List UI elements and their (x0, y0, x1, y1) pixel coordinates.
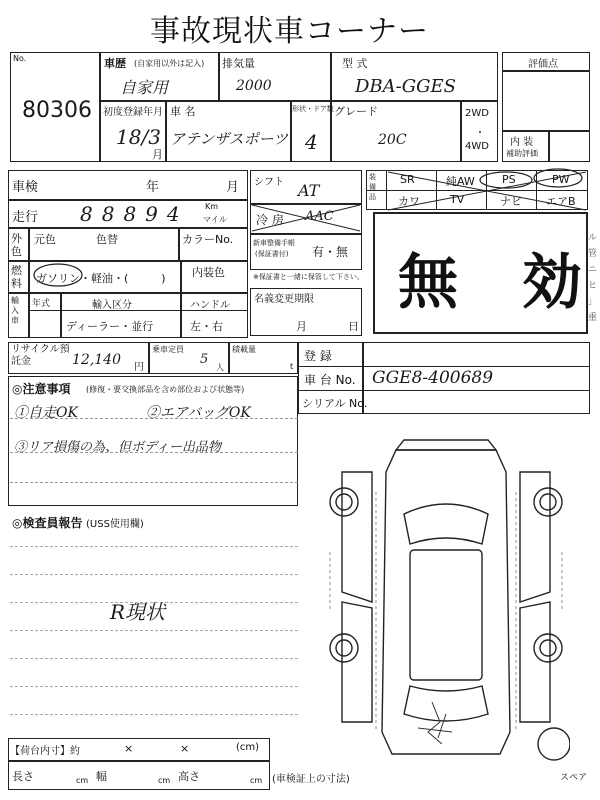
dims-label: 【荷台内寸】約 (10, 746, 80, 757)
recycle-label: リサイクル預託金 (11, 344, 70, 367)
model-value: DBA-GGES (355, 76, 456, 97)
capacity-person: 人 (216, 363, 224, 372)
interior-color: 内装色 (192, 266, 225, 279)
ac-label: 冷 房 (256, 213, 284, 227)
chassis-value: GGE8-400689 (372, 368, 494, 388)
inspector-remark: R現状 (110, 600, 166, 624)
height-cm: cm (250, 776, 263, 785)
inspector-subtitle: (USS使用欄) (86, 519, 144, 530)
grade-label: グレード (334, 105, 378, 118)
import-type-value: ディーラー・並行 (66, 320, 154, 333)
fuel-circle (30, 258, 90, 292)
model-label: 型 式 (342, 57, 368, 70)
shift-value: AT (298, 181, 320, 200)
equip-navi: ナビ (500, 195, 522, 208)
handle-value: 左・右 (190, 320, 223, 333)
reg-label: 登 録 (304, 349, 332, 363)
displacement-value: 2000 (236, 78, 272, 94)
car-name-value: アテンザスポーツ (170, 130, 289, 148)
interior-label: 内 装 (510, 137, 534, 148)
note-line-1a: ①自走OK (14, 405, 78, 421)
body-label: 形状・ドア数 (292, 105, 334, 113)
capacity-value: 5 (200, 352, 209, 367)
note-line-2: ③リア損傷の為、但ボディー出品物 (14, 440, 221, 455)
history-value: 自家用 (120, 78, 169, 97)
orig-color: 元色 (34, 233, 56, 246)
lot-number: 80306 (22, 98, 92, 123)
shaken-year: 年 (146, 180, 160, 195)
ac-strike (250, 203, 362, 233)
name-change-month: 月 (296, 320, 307, 333)
first-reg-label: 初度登録年月 (103, 107, 163, 118)
shaken-month: 月 (226, 180, 240, 195)
first-reg-month: 月 (152, 148, 163, 161)
warranty-sub: (保証書付) (255, 250, 289, 258)
spare-label: スペア (560, 773, 588, 783)
drive-2wd: 2WD (465, 108, 489, 119)
shaken-note: (車検証上の寸法) (272, 774, 350, 785)
exterior-label: 外色 (11, 232, 22, 258)
lot-no-label: No. (13, 54, 27, 63)
width-cm: cm (158, 776, 171, 785)
import-label: 輸入車 (11, 296, 19, 325)
score-label: 評価点 (528, 59, 558, 70)
name-change-day: 日 (348, 320, 359, 333)
length-label: 長さ (12, 770, 34, 783)
notes-subtitle: (修復・要交換部品を含め部位および状態等) (86, 385, 245, 394)
car-diagram (322, 432, 570, 772)
recycle-value: 12,140 (72, 352, 121, 368)
handle-label: ハンドル (190, 300, 230, 311)
drive-dot: ・ (475, 128, 485, 139)
km-label: Km (205, 202, 219, 211)
capacity-label: 乗車定員 (152, 345, 184, 354)
chassis-label: 車 台 No. (304, 373, 356, 387)
shaken-label: 車検 (12, 180, 39, 195)
body-value: 4 (305, 130, 318, 154)
fuel-value: ガソリン・軽油・( ) (36, 272, 166, 285)
dims-x1: × (124, 742, 134, 755)
inspector-title: ◎検査員報告 (12, 516, 83, 530)
equip-airbag: エアB (546, 195, 576, 208)
shift-label: シフト (254, 177, 284, 188)
name-change-label: 名義変更期限 (254, 294, 314, 305)
mileage-value: 88894 (80, 202, 189, 226)
color-no: カラーNo. (182, 233, 234, 246)
height-label: 高さ (178, 770, 200, 783)
drive-4wd: 4WD (465, 141, 489, 152)
equipment-label: 装備品 (369, 173, 376, 201)
import-type: 輸入区分 (92, 300, 132, 311)
fuel-label: 燃料 (11, 264, 22, 290)
warranty-label: 新車整備手帳 (253, 239, 295, 247)
note-line-1b: ②エアバッグOK (146, 405, 251, 421)
load-unit: t (290, 362, 294, 371)
warranty-value: 有・無 (312, 245, 349, 259)
side-text: ル 管 ニ ヒ 」 重 (588, 233, 598, 323)
dims-cm: (cm) (236, 742, 260, 753)
interior-sub: 補助評価 (506, 149, 538, 158)
serial-label: シリアル No. (302, 397, 368, 410)
first-reg-value: 18/3 (116, 125, 161, 149)
verdict-text: 無 効 (398, 248, 584, 318)
dims-x2: × (180, 742, 190, 755)
equip-kawa: カワ (398, 195, 420, 208)
color-change: 色替 (96, 233, 118, 246)
length-cm: cm (76, 776, 89, 785)
ac-value: AAC (305, 209, 334, 224)
mile-label: マイル (203, 215, 227, 224)
equip-aw: 純AW (446, 175, 475, 188)
equip-pw: PW (552, 173, 570, 186)
width-label: 幅 (96, 770, 107, 783)
warranty-note: ※保証書と一緒に保管して下さい。 (253, 273, 364, 281)
grade-value: 20C (378, 132, 407, 148)
displacement-label: 排気量 (222, 57, 255, 70)
equip-tv: TV (450, 193, 465, 206)
equip-ps: PS (502, 173, 516, 186)
notes-title: ◎注意事項 (12, 382, 71, 396)
mileage-label: 走行 (12, 210, 39, 225)
history-label: 車歴 (104, 57, 126, 70)
history-note: (自家用以外は記入) (134, 59, 205, 68)
equipment-strike (366, 158, 596, 214)
model-year: 年式 (32, 299, 51, 309)
load-label: 積載量 (232, 345, 256, 354)
page-title: 事故現状車コーナー (150, 14, 429, 49)
car-name-label: 車 名 (170, 105, 196, 118)
recycle-yen: 円 (134, 362, 144, 373)
equip-sr: SR (400, 173, 415, 186)
